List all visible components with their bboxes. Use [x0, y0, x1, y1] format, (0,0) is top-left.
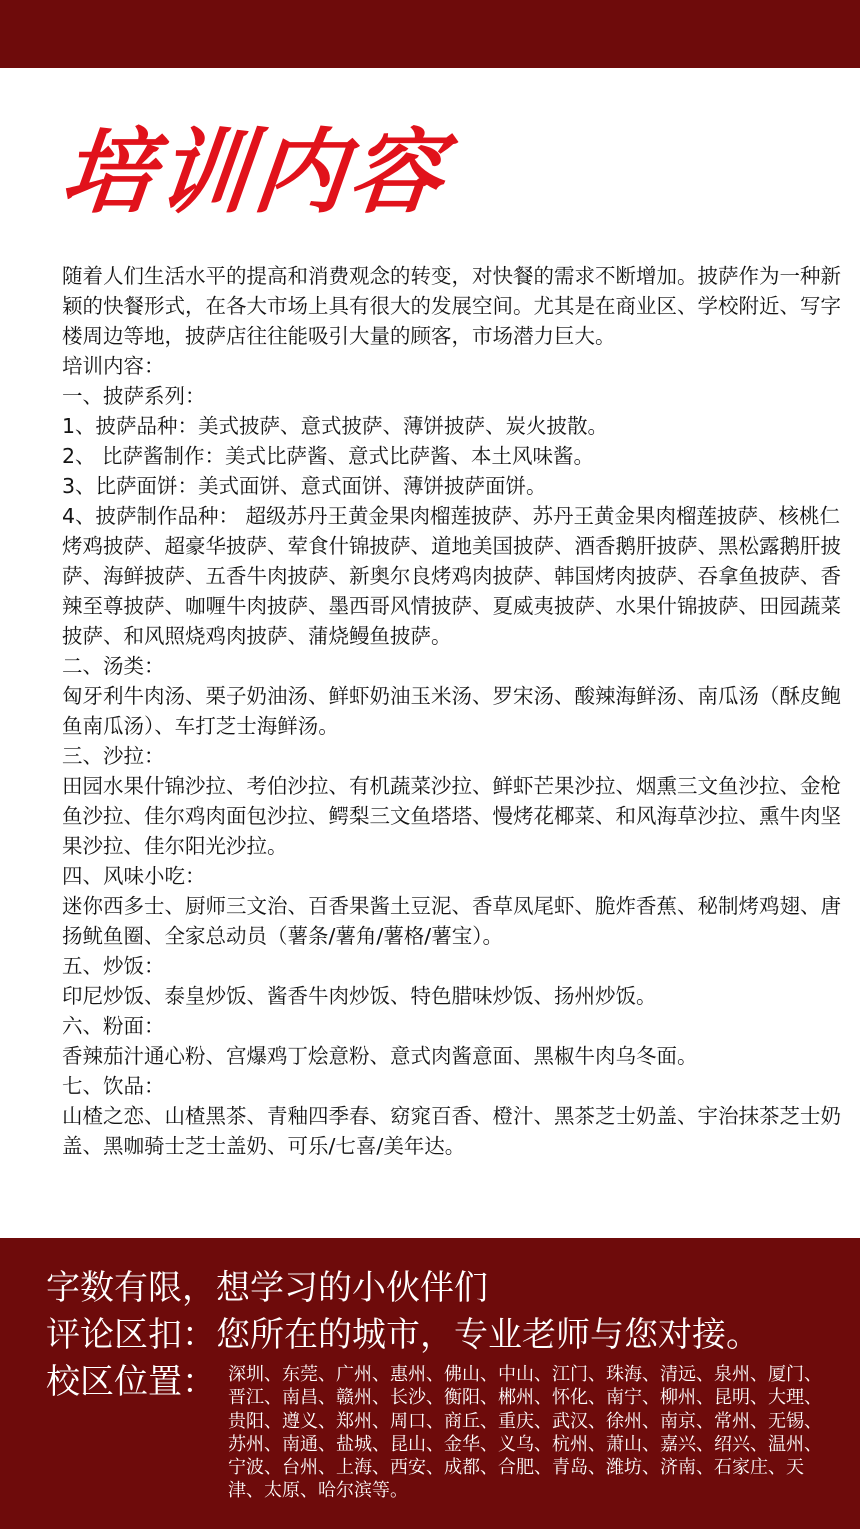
list-item: 匈牙利牛肉汤、栗子奶油汤、鲜虾奶油玉米汤、罗宋汤、酸辣海鲜汤、南瓜汤（酥皮鲍鱼南瓜汤）、车打芝士海鲜汤。: [62, 684, 841, 738]
list-item: 4、披萨制作品种： 超级苏丹王黄金果肉榴莲披萨、苏丹王黄金果肉榴莲披萨、核桃仁烤鸡披萨、超豪华披萨、荤食什锦披萨、道地美国披萨、酒香鹅肝披萨、黑松露鹅肝披萨、海鲜披萨、五香牛肉披萨、新奥尔良烤鸡肉披萨、韩国烤肉披萨、吞拿鱼披萨、香辣至尊披萨、咖喱牛肉披萨、墨西哥风情披萨、夏威夷披萨、水果什锦披萨、田园蔬菜披萨、和风照烧鸡肉披萨、蒲烧鳗鱼披萨。: [62, 504, 841, 648]
footer-line-2: 评论区扣：您所在的城市，专业老师与您对接。: [46, 1315, 760, 1355]
list-item: 香辣茄汁通心粉、宫爆鸡丁烩意粉、意式肉酱意面、黑椒牛肉乌冬面。: [62, 1044, 698, 1068]
campus-label: 校区位置：: [46, 1362, 216, 1402]
list-item: 山楂之恋、山楂黑茶、青釉四季春、窈窕百香、橙汁、黑茶芝士奶盖、宇治抹茶芝士奶盖、黑咖骑士芝士盖奶、可乐/七喜/美年达。: [62, 1104, 841, 1158]
list-item: 2、 比萨酱制作：美式比萨酱、意式比萨酱、本土风味酱。: [62, 444, 595, 468]
footer-line-1: 字数有限，想学习的小伙伴们: [46, 1268, 488, 1308]
footer-panel: [0, 1238, 860, 1529]
campus-cities: 深圳、东莞、广州、惠州、佛山、中山、江门、珠海、清远、泉州、厦门、晋江、南昌、赣州、长沙、衡阳、郴州、怀化、南宁、柳州、昆明、大理、贵阳、遵义、郑州、周口、商丘、重庆、武汉、徐州、南京、常州、无锡、苏州、南通、盐城、昆山、金华、义乌、杭州、萧山、嘉兴、绍兴、温州、宁波、台州、上海、西安、成都、合肥、青岛、潍坊、济南、石家庄、天津、太原、哈尔滨等。: [228, 1364, 822, 1502]
section-heading: 一、披萨系列：: [62, 384, 206, 408]
list-item: 迷你西多士、厨师三文治、百香果酱土豆泥、香草凤尾虾、脆炸香蕉、秘制烤鸡翅、唐扬鱿鱼圈、全家总动员（薯条/薯角/薯格/薯宝）。: [62, 894, 841, 948]
section-heading: 培训内容：: [62, 354, 165, 378]
section-heading: 二、汤类：: [62, 654, 165, 678]
list-item: 3、比萨面饼：美式面饼、意式面饼、薄饼披萨面饼。: [62, 474, 547, 498]
list-item: 田园水果什锦沙拉、考伯沙拉、有机蔬菜沙拉、鲜虾芒果沙拉、烟熏三文鱼沙拉、金枪鱼沙拉、佳尔鸡肉面包沙拉、鳄梨三文鱼塔塔、慢烤花椰菜、和风海草沙拉、熏牛肉坚果沙拉、佳尔阳光沙拉。: [62, 774, 841, 858]
section-heading: 三、沙拉：: [62, 744, 165, 768]
body-text: [62, 261, 842, 1161]
intro-paragraph: 随着人们生活水平的提高和消费观念的转变，对快餐的需求不断增加。披萨作为一种新颖的快餐形式，在各大市场上具有很大的发展空间。尤其是在商业区、学校附近、写字楼周边等地，披萨店往往能吸引大量的顾客，市场潜力巨大。: [62, 264, 841, 348]
section-heading: 六、粉面：: [62, 1014, 165, 1038]
content-panel: [0, 68, 860, 1238]
top-band: [0, 0, 860, 68]
list-item: 印尼炒饭、泰皇炒饭、酱香牛肉炒饭、特色腊味炒饭、扬州炒饭。: [62, 984, 657, 1008]
page-title: 培训内容: [56, 119, 452, 226]
section-heading: 七、饮品：: [62, 1074, 165, 1098]
section-heading: 四、风味小吃：: [62, 864, 206, 888]
list-item: 1、披萨品种：美式披萨、意式披萨、薄饼披萨、炭火披散。: [62, 414, 609, 438]
section-heading: 五、炒饭：: [62, 954, 165, 978]
